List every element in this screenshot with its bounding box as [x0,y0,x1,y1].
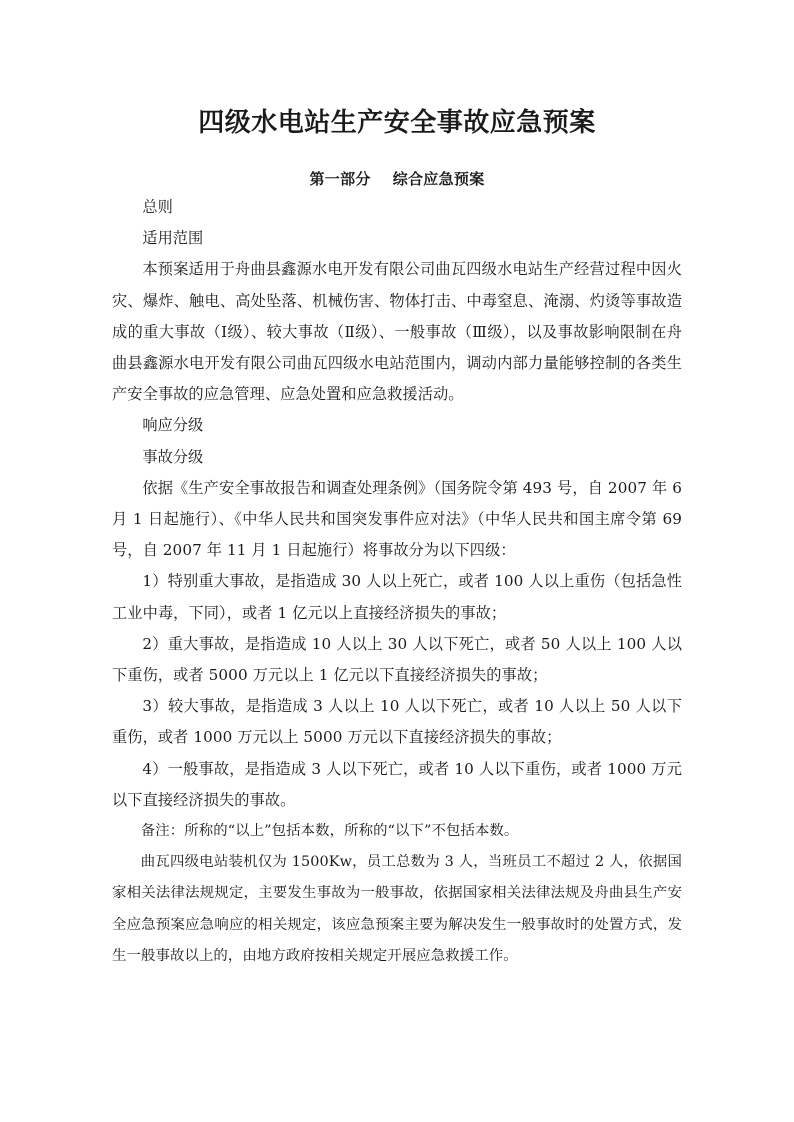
paragraph-legal-basis: 依据《生产安全事故报告和调查处理条例》（国务院令第 493 号，自 2007 年 6月 1 日起施行）、《中华人民共和国突发事件应对法》（中华人民共和国主席令第 69号，自 2007 年 11 月 1 日起施行）将事故分为以下四级： [112,478,682,560]
paragraph-accident-level-3: 3）较大事故，是指造成 3 人以上 10 人以下死亡，或者 10 人以上 50 人以下重伤，或者 1000 万元以上 5000 万元以下直接经济损失的事故； [112,697,682,747]
heading-general-principles: 总则 [142,198,173,216]
heading-scope: 适用范围 [142,229,204,248]
page-title: 四级水电站生产安全事故应急预案 [198,108,596,138]
paragraph-accident-level-1: 1）特别重大事故，是指造成 30 人以上死亡，或者 100 人以上重伤（包括急性工业中毒，下同），或者 1 亿元以上直接经济损失的事故； [112,572,682,622]
paragraph-scope-body: 本预案适用于舟曲县鑫源水电开发有限公司曲瓦四级水电站生产经营过程中因火灾、爆炸、触电、高处坠落、机械伤害、物体打击、中毒窒息、淹溺、灼烫等事故造成的重大事故（Ⅰ级）、较大事故（Ⅱ级）、一般事故（Ⅲ级），以及事故影响限制在舟曲县鑫源水电开发有限公司曲瓦四级水电站范围内，调动内部力量能够控制的各类生产安全事故的应急管理、应急处置和应急救援活动。 [112,260,682,404]
subtitle-part-label: 第一部分 [309,170,371,188]
document-subtitle [112,142,682,192]
document-content [112,0,682,972]
paragraph-accident-level-2: 2）重大事故，是指造成 10 人以上 30 人以下死亡，或者 50 人以上 100 人以下重伤，或者 5000 万元以上 1 亿元以下直接经济损失的事故； [112,634,682,685]
heading-accident-grading: 事故分级 [142,447,204,466]
paragraph-accident-level-4: 4）一般事故，是指造成 3 人以下死亡，或者 10 人以下重伤，或者 1000 万元以下直接经济损失的事故。 [112,759,682,809]
paragraph-remark: 备注：所称的“以上”包括本数，所称的“以下”不包括本数。 [140,823,519,840]
subtitle-name-label: 综合应急预案 [392,170,485,188]
paragraph-station-note: 曲瓦四级电站装机仅为 1500Kw，员工总数为 3 人，当班员工不超过 2 人，依据国家相关法律法规规定，主要发生事故为一般事故，依据国家相关法律法规及舟曲县生产安全应急预案应急响应的相关规定，该应急预案主要为解决发生一般事故时的处置方式，发生一般事故以上的，由地方政府按相关规定开展应急救援工作。 [112,854,682,964]
heading-response-grading: 响应分级 [142,416,204,435]
